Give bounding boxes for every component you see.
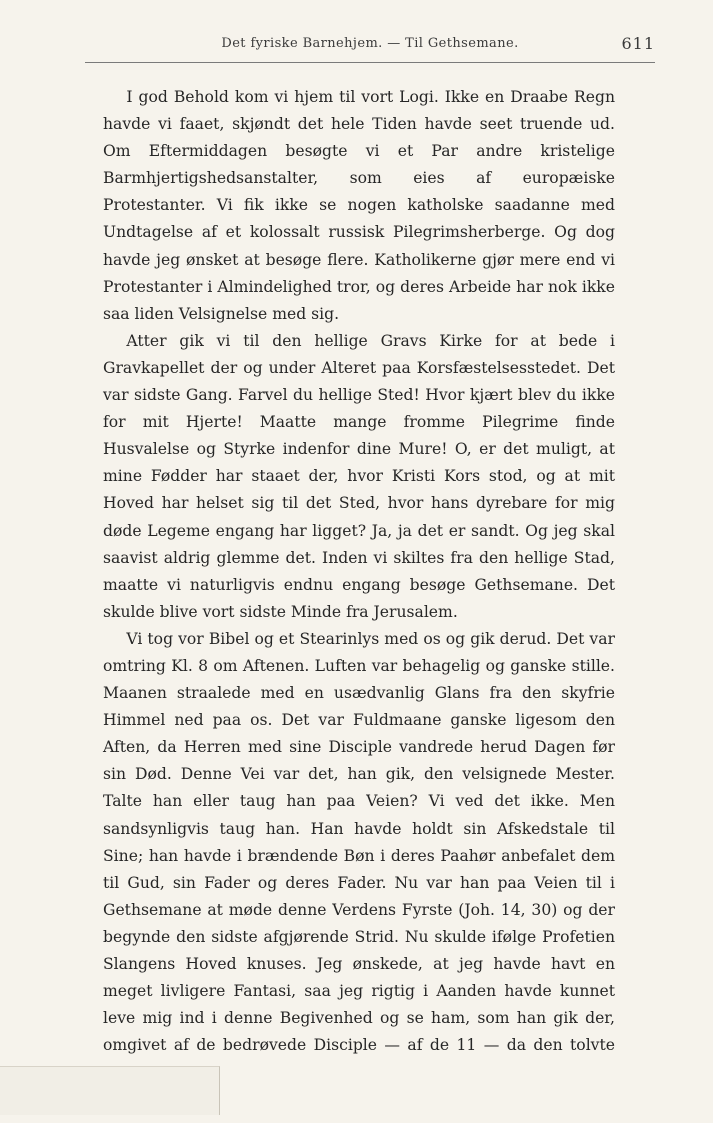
paragraph: Vi tog vor Bibel og et Stearinlys med os og gik derud. Det var omtring Kl. 8 om Aftenen. Luften var behagelig og ganske stille. Maanen straalede med en usædvanlig Glans fra den skyfrie Himmel ned paa os. Det var Fuldmaane ganske ligesom den Aften, da Herren med sine Disciple vandrede herud Dagen før sin Død. Denne Vei var det, han gik, den velsignede Mester. Talte han eller taug han paa Veien? Vi ved det ikke. Men sandsynligvis taug han. Han havde holdt sin Afskedstale til Sine; han havde i brændende Bøn i deres Paahør anbefalet dem til Gud, sin Fader og deres Fader. Nu var han paa Veien til i Gethsemane at møde denne Verdens Fyrste (Joh. 14, 30) og der begynde den sidste afgjørende Strid. Nu skulde ifølge Profetien Slangens Hoved knuses. Jeg ønskede, at jeg havde havt en meget livligere Fantasi, saa jeg rigtig i Aanden havde kunnet leve mig ind i denne Begivenhed og se ham, som han gik der, omgivet af de bedrøvede Disciple — af de 11 — da den tolvte [103, 629, 615, 1055]
page-number: 611 [621, 34, 655, 53]
page-header [85, 36, 655, 63]
running-head: Det fyriske Barnehjem. — Til Gethsemane. [221, 36, 519, 51]
paper-slip [0, 1066, 220, 1115]
body-text [103, 84, 615, 1086]
paragraph: I god Behold kom vi hjem til vort Logi. Ikke en Draabe Regn havde vi faaet, skjøndt det hele Tiden havde seet truende ud. Om Eftermiddagen besøgte vi et Par andre kristelige Barmhjertigshedsanstalter, som eies af europæiske Protestanter. Vi fik ikke se nogen katholske saadanne med Undtagelse af et kolossalt russisk Pilegrimsherberge. Og dog havde jeg ønsket at besøge flere. Katholikerne gjør mere end vi Protestanter i Almindelighed tror, og deres Arbeide har nok ikke saa liden Velsignelse med sig. [103, 88, 615, 323]
paragraph: Atter gik vi til den hellige Gravs Kirke for at bede i Gravkapellet der og under Alteret paa Korsfæstelsesstedet. Det var sidste Gang. Farvel du hellige Sted! Hvor kjært blev du ikke for mit Hjerte! Maatte mange fromme Pilegrime finde Husvalelse og Styrke indenfor dine Mure! O, er det muligt, at mine Fødder har staaet der, hvor Kristi Kors stod, og at mit Hoved har helset sig til det Sted, hvor hans dyrebare for mig døde Legeme engang har ligget? Ja, ja det er sandt. Og jeg skal saavist aldrig glemme det. Inden vi skiltes fra den hellige Stad, maatte vi naturligvis endnu engang besøge Gethsemane. Det skulde blive vort sidste Minde fra Jerusalem. [103, 331, 615, 621]
